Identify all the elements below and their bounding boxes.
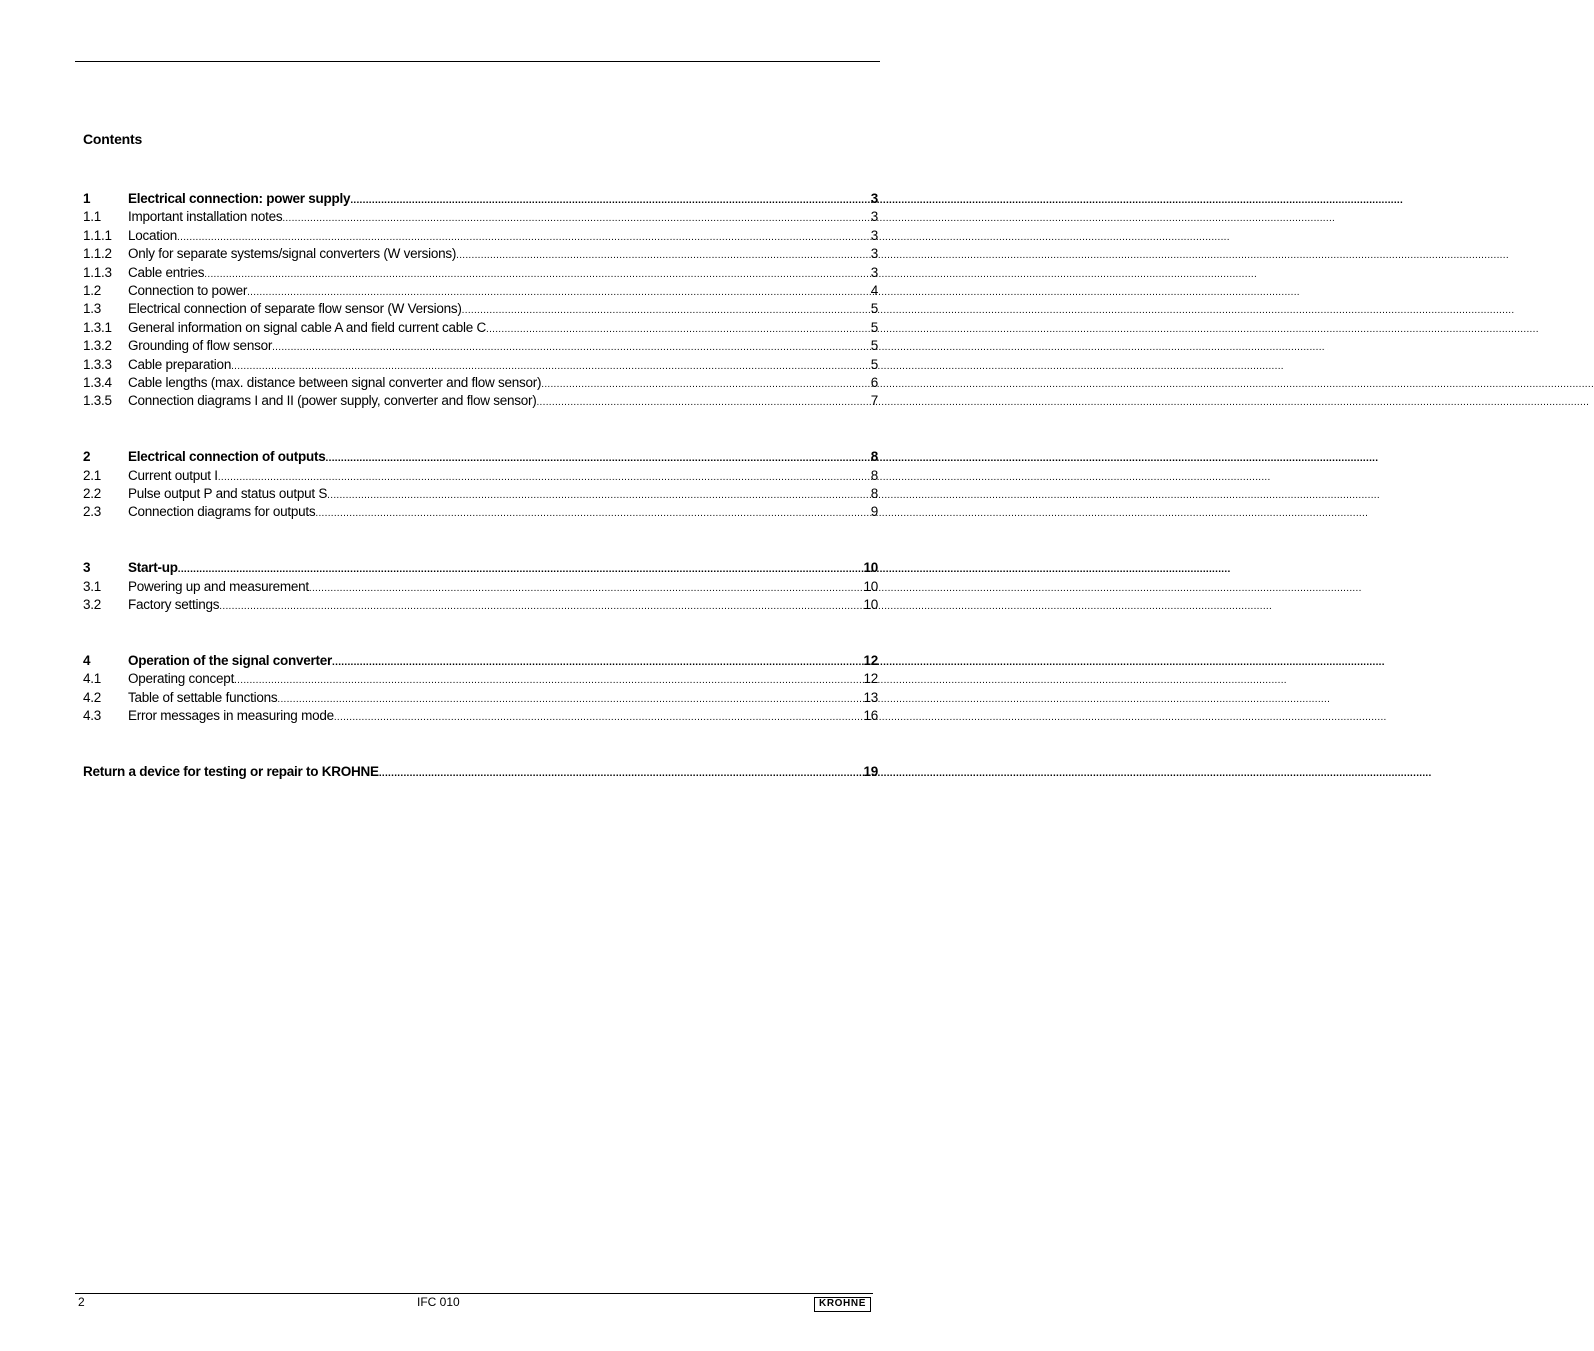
toc-entry-title: Operating concept bbox=[128, 671, 235, 687]
toc-entry-title: Cable entries bbox=[128, 264, 205, 280]
table-of-contents bbox=[83, 190, 878, 781]
toc-entry[interactable] bbox=[83, 707, 878, 725]
toc-entry-title: Start-up bbox=[128, 560, 178, 576]
toc-entry[interactable] bbox=[83, 467, 878, 485]
footer-document-name: IFC 010 bbox=[417, 1295, 460, 1309]
contents-heading: Contents bbox=[83, 131, 143, 147]
toc-dot-leader bbox=[282, 208, 870, 228]
toc-entry-title: Pulse output P and status output S bbox=[128, 485, 328, 501]
toc-dot-leader bbox=[218, 467, 871, 487]
toc-entry-title: Cable preparation bbox=[128, 356, 232, 372]
toc-entry-page: 5 bbox=[870, 356, 878, 372]
toc-entry-page: 8 bbox=[870, 485, 878, 501]
toc-entry-page: 3 bbox=[870, 191, 878, 206]
toc-entry[interactable] bbox=[83, 670, 878, 688]
footer-page-number: 2 bbox=[78, 1295, 85, 1309]
toc-entry-number: 4.2 bbox=[83, 689, 102, 705]
toc-entry[interactable] bbox=[83, 264, 878, 282]
toc-dot-leader bbox=[277, 689, 863, 709]
header-rule bbox=[75, 61, 880, 62]
toc-entry-number: 1.1 bbox=[83, 209, 102, 225]
toc-entry-number: 1.3.5 bbox=[83, 393, 112, 409]
toc-entry[interactable] bbox=[83, 763, 878, 781]
toc-entry[interactable] bbox=[83, 652, 878, 670]
toc-entry-number: 1.1.3 bbox=[83, 264, 112, 280]
toc-dot-leader bbox=[247, 282, 871, 302]
toc-entry[interactable] bbox=[83, 227, 878, 245]
toc-entry-page: 10 bbox=[863, 597, 878, 613]
toc-entry-number: 1.1.1 bbox=[83, 227, 112, 243]
toc-entry-title: Grounding of flow sensor bbox=[128, 338, 273, 354]
toc-entry-number: 1.3.2 bbox=[83, 338, 112, 354]
toc-entry-page: 3 bbox=[870, 246, 878, 262]
toc-entry[interactable] bbox=[83, 392, 878, 410]
toc-dot-leader bbox=[231, 356, 871, 376]
toc-entry-page: 5 bbox=[870, 338, 878, 354]
toc-entry-page: 13 bbox=[863, 689, 878, 705]
toc-entry-number: 1 bbox=[83, 191, 91, 206]
toc-entry-number: 1.3.1 bbox=[83, 319, 112, 335]
toc-entry-title: Operation of the signal converter bbox=[128, 652, 333, 668]
toc-entry-page: 6 bbox=[870, 374, 878, 390]
toc-entry-title: Electrical connection of outputs bbox=[128, 449, 326, 465]
toc-entry-page: 3 bbox=[870, 209, 878, 225]
toc-entry-page: 4 bbox=[870, 282, 878, 298]
toc-entry[interactable] bbox=[83, 503, 878, 521]
toc-entry-title: Table of settable functions bbox=[128, 689, 278, 705]
toc-dot-leader bbox=[326, 448, 871, 468]
toc-entry-title: Current output I bbox=[128, 467, 218, 483]
toc-dot-leader bbox=[204, 264, 870, 284]
toc-entry-page: 3 bbox=[870, 227, 878, 243]
toc-entry[interactable] bbox=[83, 282, 878, 300]
toc-dot-leader bbox=[536, 392, 870, 412]
toc-entry[interactable] bbox=[83, 578, 878, 596]
toc-entry[interactable] bbox=[83, 319, 878, 337]
toc-entry-title: Cable lengths (max. distance between signal converter and flow sensor) bbox=[128, 374, 542, 390]
toc-entry-page: 8 bbox=[870, 467, 878, 483]
toc-dot-leader bbox=[234, 670, 863, 690]
toc-entry[interactable] bbox=[83, 559, 878, 577]
toc-dot-leader bbox=[379, 763, 864, 783]
toc-entry-page: 19 bbox=[863, 763, 878, 779]
toc-entry[interactable] bbox=[83, 689, 878, 707]
toc-entry-number: 4 bbox=[83, 652, 91, 668]
toc-entry-number: 3.1 bbox=[83, 578, 102, 594]
toc-dot-leader bbox=[486, 319, 871, 339]
toc-entry-number: 2.3 bbox=[83, 504, 102, 520]
toc-entry[interactable] bbox=[83, 190, 878, 208]
toc-dot-leader bbox=[350, 190, 870, 210]
footer-rule bbox=[75, 1293, 873, 1294]
toc-dot-leader bbox=[462, 300, 871, 320]
toc-entry-number: 2.1 bbox=[83, 467, 102, 483]
toc-entry-title: Important installation notes bbox=[128, 209, 283, 225]
toc-dot-leader bbox=[327, 485, 871, 505]
toc-entry-number: 2 bbox=[83, 449, 91, 465]
toc-entry-page: 3 bbox=[870, 264, 878, 280]
toc-entry-page: 16 bbox=[863, 708, 878, 724]
toc-entry-number: 1.3 bbox=[83, 301, 102, 317]
toc-entry[interactable] bbox=[83, 356, 878, 374]
toc-entry-title: Only for separate systems/signal converters (W versions) bbox=[128, 246, 457, 262]
toc-entry-number: 3.2 bbox=[83, 597, 102, 613]
toc-entry-title: Connection diagrams I and II (power supply, converter and flow sensor) bbox=[128, 393, 537, 409]
toc-entry-page: 5 bbox=[870, 301, 878, 317]
toc-entry-number: 1.1.2 bbox=[83, 246, 112, 262]
toc-dot-leader bbox=[177, 227, 871, 247]
toc-entry[interactable] bbox=[83, 374, 878, 392]
toc-dot-leader bbox=[272, 337, 871, 357]
toc-entry-number: 4.3 bbox=[83, 708, 102, 724]
toc-entry-page: 12 bbox=[863, 671, 878, 687]
toc-dot-leader bbox=[334, 707, 864, 727]
toc-entry-title: Error messages in measuring mode bbox=[128, 708, 334, 724]
toc-entry-page: 10 bbox=[863, 560, 878, 576]
toc-entry-number: 1.3.4 bbox=[83, 374, 112, 390]
toc-entry-title: Connection diagrams for outputs bbox=[128, 504, 316, 520]
toc-entry-title: Location bbox=[128, 227, 178, 243]
toc-entry[interactable] bbox=[83, 485, 878, 503]
toc-entry-title: Electrical connection of separate flow sensor (W Versions) bbox=[128, 301, 462, 317]
toc-entry-number: 1.3.3 bbox=[83, 356, 112, 372]
krohne-logo: KROHNE bbox=[814, 1297, 871, 1312]
toc-entry-title: General information on signal cable A and field current cable C bbox=[128, 319, 486, 335]
toc-entry-number: 4.1 bbox=[83, 671, 102, 687]
toc-entry-title: Powering up and measurement bbox=[128, 578, 309, 594]
toc-entry-title: Electrical connection: power supply bbox=[128, 191, 351, 206]
toc-entry-title: Connection to power bbox=[128, 282, 248, 298]
toc-entry[interactable] bbox=[83, 245, 878, 263]
toc-dot-leader bbox=[541, 374, 871, 394]
toc-dot-leader bbox=[332, 652, 863, 672]
toc-entry[interactable] bbox=[83, 300, 878, 318]
toc-dot-leader bbox=[219, 596, 863, 616]
toc-entry-title: Factory settings bbox=[128, 597, 220, 613]
toc-entry-page: 12 bbox=[863, 652, 878, 668]
toc-dot-leader bbox=[315, 503, 870, 523]
toc-dot-leader bbox=[178, 559, 864, 579]
toc-dot-leader bbox=[309, 578, 864, 598]
toc-entry[interactable] bbox=[83, 596, 878, 614]
toc-entry[interactable] bbox=[83, 208, 878, 226]
toc-entry-page: 7 bbox=[870, 393, 878, 409]
toc-entry-page: 5 bbox=[870, 319, 878, 335]
toc-entry-number: 3 bbox=[83, 560, 91, 576]
toc-entry-title: Return a device for testing or repair to KROHNE bbox=[83, 763, 379, 779]
toc-entry[interactable] bbox=[83, 337, 878, 355]
toc-entry-number: 1.2 bbox=[83, 282, 102, 298]
toc-dot-leader bbox=[456, 245, 871, 265]
toc-entry-page: 10 bbox=[863, 578, 878, 594]
toc-entry-page: 8 bbox=[870, 449, 878, 465]
toc-entry-page: 9 bbox=[870, 504, 878, 520]
toc-entry[interactable] bbox=[83, 448, 878, 466]
toc-entry-number: 2.2 bbox=[83, 485, 102, 501]
